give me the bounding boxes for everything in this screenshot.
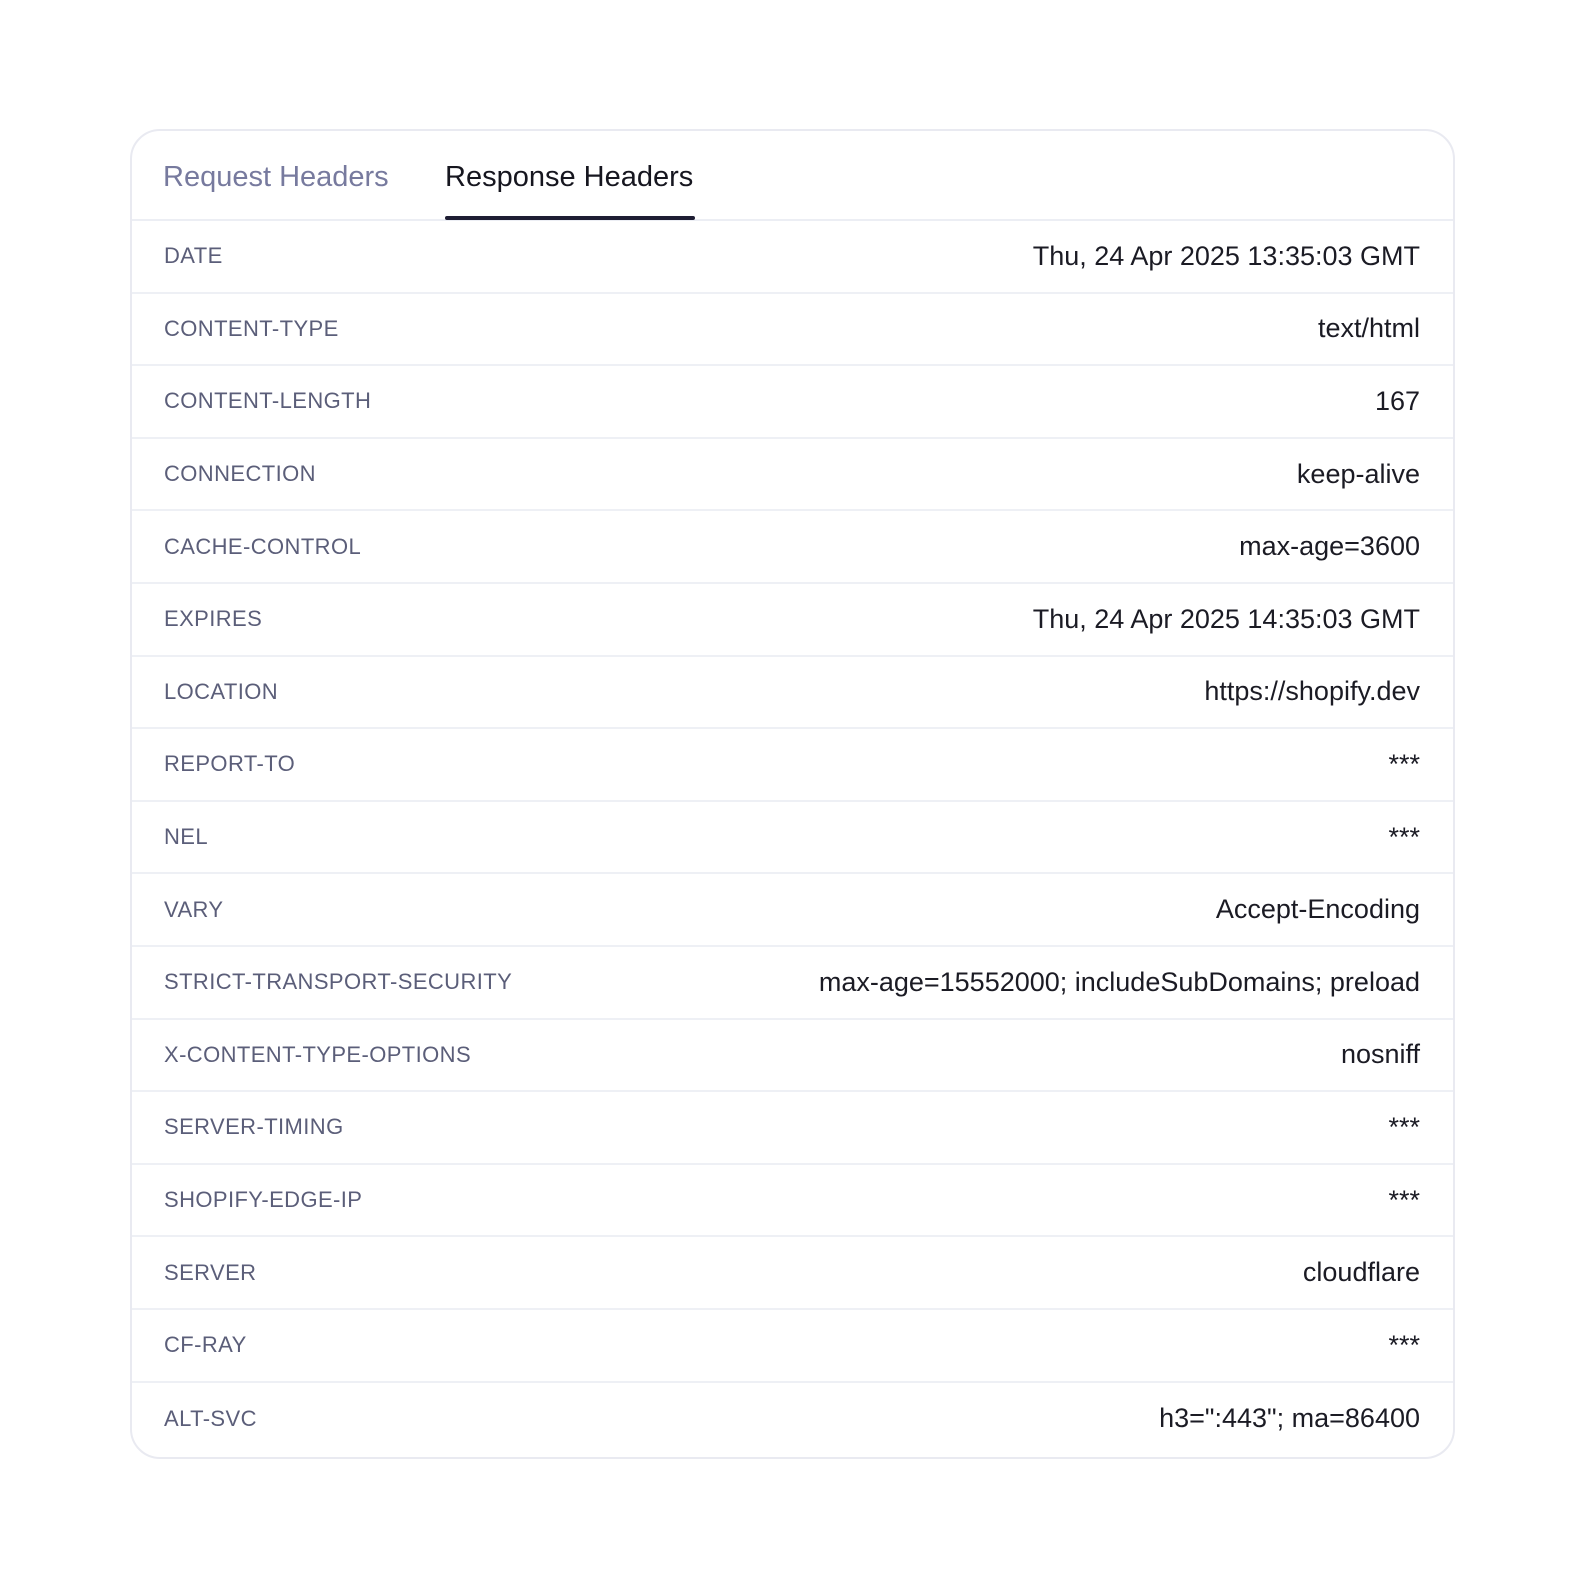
header-row-connection — [132, 439, 1453, 512]
headers-card — [130, 129, 1455, 1459]
header-key: CF-RAY — [164, 1332, 247, 1358]
header-row-server-timing — [132, 1092, 1453, 1165]
header-value: Thu, 24 Apr 2025 14:35:03 GMT — [1032, 603, 1420, 634]
header-key: X-CONTENT-TYPE-OPTIONS — [164, 1041, 472, 1067]
header-key: STRICT-TRANSPORT-SECURITY — [164, 969, 513, 995]
header-row-shopify-edge-ip — [132, 1165, 1453, 1238]
header-row-content-length — [132, 366, 1453, 439]
header-value: Accept-Encoding — [1215, 894, 1420, 925]
header-key: VARY — [164, 896, 224, 922]
header-value: Thu, 24 Apr 2025 13:35:03 GMT — [1032, 240, 1420, 271]
header-value: 167 — [1374, 385, 1420, 416]
header-row-x-content-type-options — [132, 1020, 1453, 1093]
header-value: *** — [1388, 1111, 1420, 1142]
header-key: SERVER — [164, 1259, 257, 1285]
header-key: CONTENT-TYPE — [164, 315, 339, 341]
header-value: *** — [1388, 1329, 1420, 1360]
header-row-location — [132, 657, 1453, 730]
header-key: REPORT-TO — [164, 751, 296, 777]
header-value: h3=":443"; ma=86400 — [1159, 1403, 1420, 1434]
header-key: SHOPIFY-EDGE-IP — [164, 1187, 363, 1213]
header-key: NEL — [164, 824, 208, 850]
header-value: https://shopify.dev — [1204, 676, 1420, 707]
header-key: DATE — [164, 243, 223, 269]
header-value: nosniff — [1340, 1039, 1420, 1070]
tab-bar — [132, 131, 1453, 221]
header-value: cloudflare — [1302, 1257, 1420, 1288]
tab-response-headers[interactable]: Response Headers — [445, 161, 694, 193]
header-key: SERVER-TIMING — [164, 1114, 344, 1140]
headers-list — [132, 221, 1453, 1455]
header-key: ALT-SVC — [164, 1405, 257, 1431]
header-value: *** — [1388, 821, 1420, 852]
header-key: CONNECTION — [164, 461, 316, 487]
header-key: CONTENT-LENGTH — [164, 388, 372, 414]
header-row-alt-svc — [132, 1383, 1453, 1456]
header-row-cf-ray — [132, 1310, 1453, 1383]
header-value: keep-alive — [1296, 458, 1420, 489]
header-value: max-age=15552000; includeSubDomains; preload — [818, 966, 1420, 997]
header-value: max-age=3600 — [1239, 531, 1420, 562]
tab-request-headers[interactable]: Request Headers — [163, 161, 389, 193]
header-row-vary — [132, 874, 1453, 947]
header-row-report-to — [132, 729, 1453, 802]
header-value: text/html — [1317, 313, 1420, 344]
header-key: CACHE-CONTROL — [164, 533, 362, 559]
header-row-content-type — [132, 294, 1453, 367]
header-row-strict-transport-security — [132, 947, 1453, 1020]
header-row-date — [132, 221, 1453, 294]
header-row-expires — [132, 584, 1453, 657]
header-key: LOCATION — [164, 678, 279, 704]
header-value: *** — [1388, 1184, 1420, 1215]
active-tab-indicator — [445, 216, 695, 220]
header-row-nel — [132, 802, 1453, 875]
header-row-cache-control — [132, 511, 1453, 584]
header-row-server — [132, 1237, 1453, 1310]
header-value: *** — [1388, 748, 1420, 779]
header-key: EXPIRES — [164, 606, 263, 632]
